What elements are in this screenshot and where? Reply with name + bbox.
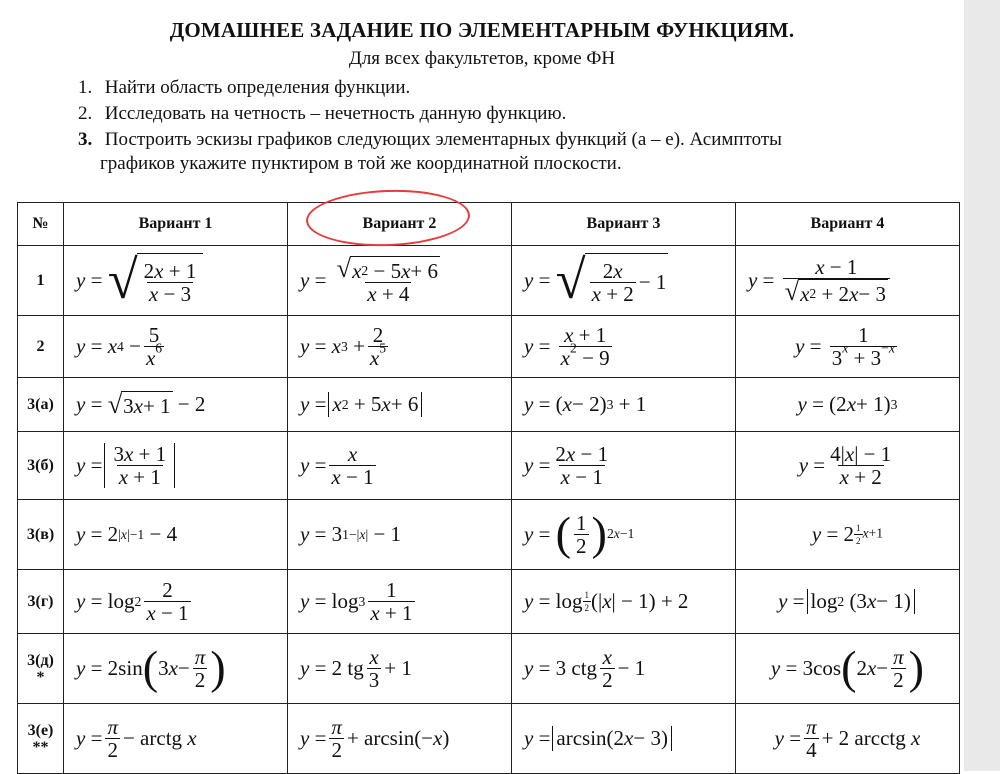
formula: y = π 2 + arcsin(− x ) xyxy=(300,715,450,762)
table-row xyxy=(18,432,960,500)
task-1 xyxy=(78,76,410,100)
row-mark: * xyxy=(36,668,45,686)
formula-cell xyxy=(64,570,288,634)
task-number: 3. xyxy=(78,129,93,150)
row-label-text: 3(д) xyxy=(27,651,54,669)
formula: y = √ 2x + 1 x − 3 xyxy=(64,253,287,308)
row-label xyxy=(18,634,64,704)
formula-cell xyxy=(64,634,288,704)
formula-cell xyxy=(735,432,959,500)
formula-cell xyxy=(735,704,959,774)
formula-cell xyxy=(288,570,512,634)
formula-cell xyxy=(64,500,288,570)
formula: y = √ x 2 − 5 x + 6 x + 4 xyxy=(300,253,439,307)
formula-cell xyxy=(735,316,959,378)
formula: y = π 4 + 2 arcctg x xyxy=(774,715,921,762)
formula: y = x 2 + 5 x + 6 xyxy=(288,392,511,417)
formula-cell xyxy=(288,432,512,500)
header-variant-4: Вариант 4 xyxy=(735,203,959,246)
task-3 xyxy=(78,128,948,176)
formula: y = 2 tg x 3 + 1 xyxy=(300,645,412,692)
formula-cell xyxy=(64,316,288,378)
formula: y = x + 1 $x^2 - 9$ xyxy=(523,323,610,370)
task-text: Найти область определения функции. xyxy=(104,77,411,98)
formula-cell xyxy=(64,246,288,316)
table-row xyxy=(18,500,960,570)
row-label: 3(а) xyxy=(18,378,64,432)
task-2 xyxy=(78,102,566,126)
table-header-row xyxy=(18,203,960,246)
table-row xyxy=(18,246,960,316)
formula-cell xyxy=(64,432,288,500)
table-row xyxy=(18,316,960,378)
task-number: 1. xyxy=(78,77,93,98)
formula-cell xyxy=(511,246,735,316)
formula: y = 3x + 1 x + 1 xyxy=(64,443,287,488)
formula-cell xyxy=(511,316,735,378)
formula-cell xyxy=(735,634,959,704)
formula: y = 3cos ( 2 x − π 2 ) xyxy=(770,642,925,694)
formula-cell xyxy=(288,378,512,432)
formula: y = x 4 − 5 $x^6$ xyxy=(76,323,163,370)
page-title: ДОМАШНЕЕ ЗАДАНИЕ ПО ЭЛЕМЕНТАРНЫМ ФУНКЦИЯМ. xyxy=(169,18,795,42)
formula-cell xyxy=(64,704,288,774)
header-number: № xyxy=(18,203,64,246)
formula: y = log 2 (3 x − 1) xyxy=(736,589,959,614)
task-text: Построить эскизы графиков следующих элементарных функций (а – е). Асимптоты xyxy=(104,129,782,150)
formula-cell xyxy=(511,704,735,774)
formula: y = ( 1 2 ) 2x−1 xyxy=(523,508,635,560)
formula-cell xyxy=(511,570,735,634)
row-label-text: 3(е) xyxy=(27,721,54,739)
formula: y = x x − 1 xyxy=(300,442,374,489)
task-text: Исследовать на четность – нечетность данную функцию. xyxy=(104,103,567,124)
formula-cell xyxy=(511,500,735,570)
table-row xyxy=(18,634,960,704)
formula: y = x − 1 √ x 2 + 2 x − 3 xyxy=(736,256,959,305)
formula-cell xyxy=(288,316,512,378)
formula: y = log 3 1 x + 1 xyxy=(300,578,413,625)
formula: y = 2sin ( 3 x − π 2 ) xyxy=(76,642,226,694)
row-label: 3(г) xyxy=(18,570,64,634)
formula: y = 2x − 1 x − 1 xyxy=(523,442,609,489)
formula: y = 2 |x|−1 − 4 xyxy=(76,522,178,546)
formula-cell xyxy=(735,246,959,316)
formula: y = 3 ctg x 2 − 1 xyxy=(523,645,646,692)
table-row xyxy=(18,570,960,634)
row-mark: ** xyxy=(32,738,49,756)
formula-cell xyxy=(64,378,288,432)
header-variant-1: Вариант 1 xyxy=(64,203,288,246)
viewer-side-panel xyxy=(964,0,1000,771)
formula: y = (2 x + 1) 3 xyxy=(797,392,898,416)
formula-cell xyxy=(735,570,959,634)
row-label: 2 xyxy=(18,316,64,378)
formula: y = 4|x| − 1 x + 2 xyxy=(798,442,892,489)
formula: y = √ 3 x + 1 − 2 xyxy=(76,390,206,420)
task-text-continued: графиков укажите пунктиром в той же координатной плоскости. xyxy=(100,153,622,174)
task-number: 2. xyxy=(78,103,93,124)
variants-table xyxy=(17,202,960,774)
row-label: 3(в) xyxy=(18,500,64,570)
formula-cell xyxy=(511,378,735,432)
formula: y = 3 1−|x| − 1 xyxy=(300,522,402,546)
row-label: 1 xyxy=(18,246,64,316)
formula: y = ( x − 2) 3 + 1 xyxy=(523,392,647,416)
page-subtitle: Для всех факультетов, кроме ФН xyxy=(348,48,616,69)
row-label: 3(б) xyxy=(18,432,64,500)
formula: y = log 2 2 x − 1 xyxy=(76,578,189,625)
table-row xyxy=(18,378,960,432)
formula: y = π 2 − arctg x xyxy=(76,715,197,762)
formula-cell xyxy=(288,246,512,316)
formula-cell xyxy=(735,378,959,432)
formula-cell xyxy=(511,634,735,704)
table-row xyxy=(18,704,960,774)
formula: y = arcsin(2 x − 3) xyxy=(512,726,735,751)
formula-cell xyxy=(511,432,735,500)
header-variant-3: Вариант 3 xyxy=(511,203,735,246)
formula-cell xyxy=(735,500,959,570)
formula: y = log $\frac{1}{2}$ (| x | − 1) + 2 xyxy=(523,589,689,613)
formula: y = √ 2x x + 2 − 1 xyxy=(523,249,667,311)
formula-cell xyxy=(288,634,512,704)
formula: y = 2 $\frac{1}{2}$ x+1 xyxy=(811,522,884,546)
formula: y = 1 $3^x + 3^{-x}$ xyxy=(795,323,895,370)
formula: y = x 3 + 2 $x^5$ xyxy=(300,323,387,370)
formula-cell xyxy=(288,704,512,774)
row-label xyxy=(18,704,64,774)
formula-cell xyxy=(288,500,512,570)
header-variant-2: Вариант 2 xyxy=(288,203,512,246)
